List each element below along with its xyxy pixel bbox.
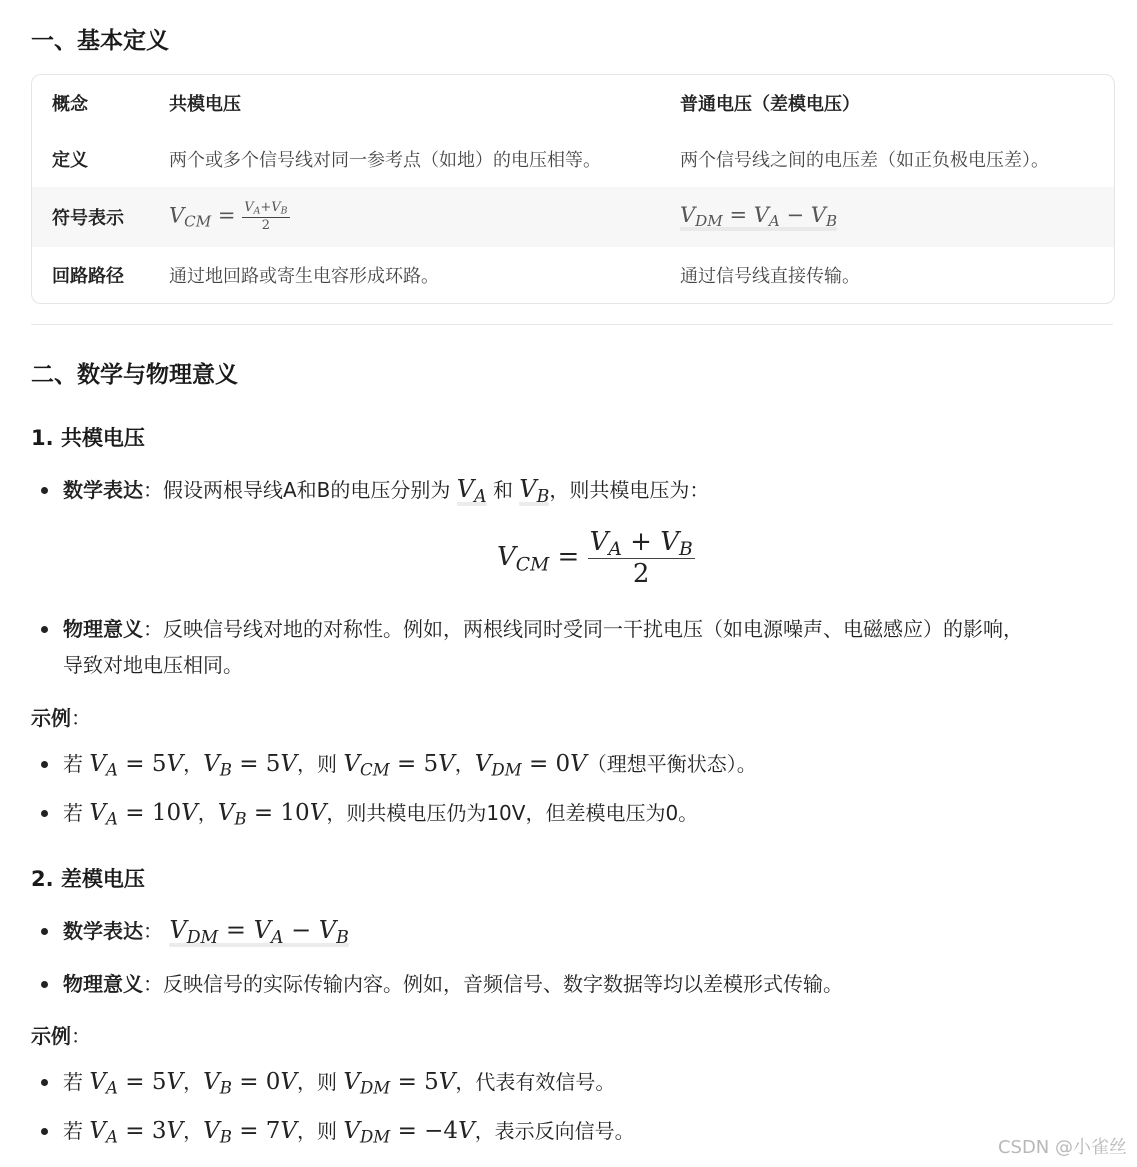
differential-formula: $V_{DM} = V_A - V_B$ [680,203,838,231]
cell-common: 通过地回路或寄生电容形成环路。 [169,266,439,287]
header-common-mode: 共模电压 [169,94,241,115]
example-label: 示例： [31,1024,91,1048]
phys-label: 物理意义 [63,617,143,641]
table-header-row [32,75,1114,131]
cell-diff: 通过信号线直接传输。 [680,266,860,287]
bullet-icon [41,626,48,633]
bullet-icon [41,810,48,817]
math-label: 数学表达 [63,478,143,502]
row-label: 符号表示 [52,208,124,229]
bullet-icon [41,1128,48,1135]
and-text: 和 [492,478,513,502]
subsection-title-common-mode: 1. 共模电压 [31,426,145,450]
row-label: 回路路径 [52,266,124,287]
example-label: 示例： [31,706,91,730]
bullet-icon [41,928,48,935]
phys-text: ：反映信号线对地的对称性。例如，两根线同时受同一干扰电压（如电源噪声、电磁感应）的影响， [143,617,1023,641]
list-item [31,611,1113,683]
then-text: ，则共模电压为： [549,478,710,502]
math-text: ：假设两根导线A和B的电压分别为 [143,478,451,502]
divider [31,324,1113,325]
common-mode-formula: $V_{CM}$ = $\frac{V_A+V_B}{2}$ [169,200,288,233]
bullet-icon [41,487,48,494]
section-title-basic-definitions: 一、基本定义 [31,28,169,54]
phys-text-continued: 导致对地电压相同。 [63,653,243,677]
section-title-math-physics: 二、数学与物理意义 [31,362,238,388]
cell-common: 两个或多个信号线对同一参考点（如地）的电压相等。 [169,150,601,171]
bullet-icon [41,761,48,768]
watermark: CSDN @小雀丝 [997,1137,1127,1158]
bullet-icon [41,981,48,988]
table-row [32,187,1114,247]
header-concept: 概念 [52,94,88,115]
table-row [32,247,1114,303]
common-mode-display-formula: $V_{CM}$ = $\frac{V_A + V_B}{2}$ [497,527,693,589]
definition-table [31,74,1115,304]
subsection-title-differential: 2. 差模电压 [31,867,145,891]
header-differential: 普通电压（差模电压） [680,94,860,115]
row-label: 定义 [52,150,88,171]
cell-diff: 两个信号线之间的电压差（如正负极电压差）。 [680,150,1049,171]
table-row [32,131,1114,187]
bullet-icon [41,1079,48,1086]
